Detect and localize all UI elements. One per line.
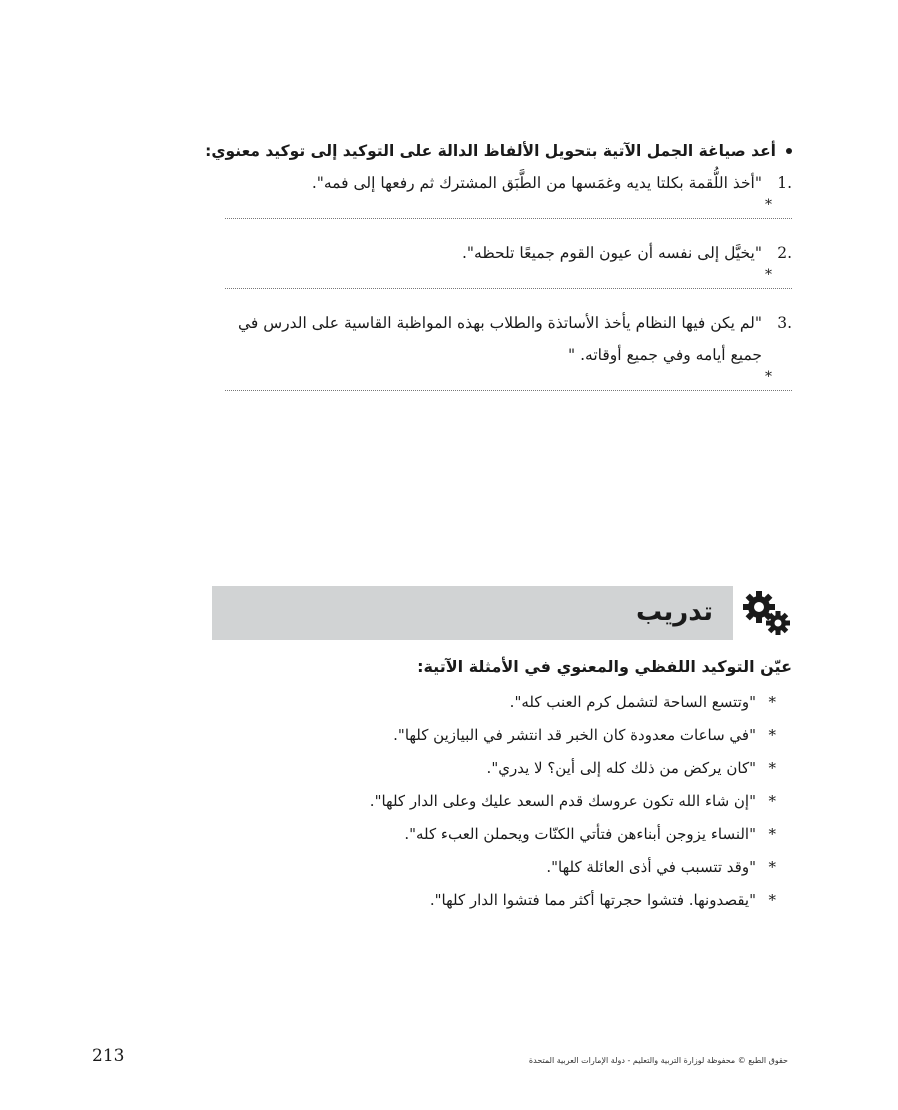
gears-icon (742, 590, 792, 636)
asterisk-icon: * (768, 825, 776, 843)
dotted-answer-line (225, 218, 792, 219)
asterisk-icon: * (768, 891, 776, 909)
exercise-item-3-continued (225, 339, 792, 371)
asterisk-icon: * (768, 726, 776, 744)
exercise-section (205, 135, 792, 409)
sentence-text: "وقد تتسبب في أذى العائلة كلها". (546, 858, 756, 876)
sentence-text: "النساء يزوجن أبناءهن فتأتي الكنّات ويحملن العبء كله". (404, 825, 756, 843)
item-number: 1. (777, 174, 792, 192)
item-number: 3. (777, 314, 792, 332)
asterisk-icon: * (765, 197, 772, 213)
item-number: 2. (777, 244, 792, 262)
answer-line-2[interactable] (225, 269, 792, 291)
training-sentence (300, 752, 792, 785)
instruction-text: أعد صياغة الجمل الآتية بتحويل الألفاظ الدالة على التوكيد إلى توكيد معنوي: (205, 142, 776, 160)
answer-line-1[interactable] (225, 199, 792, 221)
training-sentence (300, 686, 792, 719)
dotted-answer-line (225, 288, 792, 289)
sentence-text: "يقصدونها. فتشوا حجرتها أكثر مما فتشوا الدار كلها". (429, 891, 756, 909)
sentence-text: "وتتسع الساحة لتشمل كرم العنب كله". (509, 693, 756, 711)
training-sentence (300, 719, 792, 752)
training-sentence (300, 884, 792, 917)
training-sentence (300, 785, 792, 818)
item-text: "أخذ اللُّقمة بكلتا يديه وغمَسها من الطَّبَق المشترك ثم رفعها إلى فمه". (311, 174, 762, 192)
exercise-item-1 (225, 167, 792, 199)
training-heading: عيّن التوكيد اللفظي والمعنوي في الأمثلة الآتية: (417, 657, 792, 676)
item-text-line-1: "لم يكن فيها النظام يأخذ الأساتذة والطلاب بهذه المواظبة القاسية على الدرس في (237, 314, 762, 332)
asterisk-icon: * (768, 759, 776, 777)
asterisk-icon: * (768, 693, 776, 711)
dotted-answer-line (225, 390, 792, 391)
asterisk-icon: * (765, 369, 772, 385)
answer-line-3[interactable] (225, 371, 792, 393)
training-section (300, 652, 792, 917)
training-title: تدريب (635, 597, 713, 627)
exercise-instruction (205, 135, 792, 167)
copyright-footer: حقوق الطبع © محفوظة لوزارة التربية والتعليم - دولة الإمارات العربية المتحدة (528, 1056, 788, 1065)
asterisk-icon: * (765, 267, 772, 283)
sentence-text: "كان يركض من ذلك كله إلى أين؟ لا يدري". (486, 759, 756, 777)
exercise-item-3 (225, 307, 792, 339)
training-sentence (300, 818, 792, 851)
sentence-text: "في ساعات معدودة كان الخبر قد انتشر في البيازين كلها". (393, 726, 756, 744)
training-banner (212, 586, 733, 640)
asterisk-icon: * (768, 792, 776, 810)
asterisk-icon: * (768, 858, 776, 876)
training-sentence (300, 851, 792, 884)
item-text-line-2: جميع أيامه وفي جميع أوقاته. " (568, 346, 762, 364)
page-number: 213 (92, 1046, 125, 1066)
bullet-icon (786, 148, 792, 154)
sentence-text: "إن شاء الله تكون عروسك قدم السعد عليك وعلى الدار كلها". (369, 792, 756, 810)
item-text: "يخيَّل إلى نفسه أن عيون القوم جميعًا تلحظه". (461, 244, 762, 262)
exercise-item-2 (225, 237, 792, 269)
